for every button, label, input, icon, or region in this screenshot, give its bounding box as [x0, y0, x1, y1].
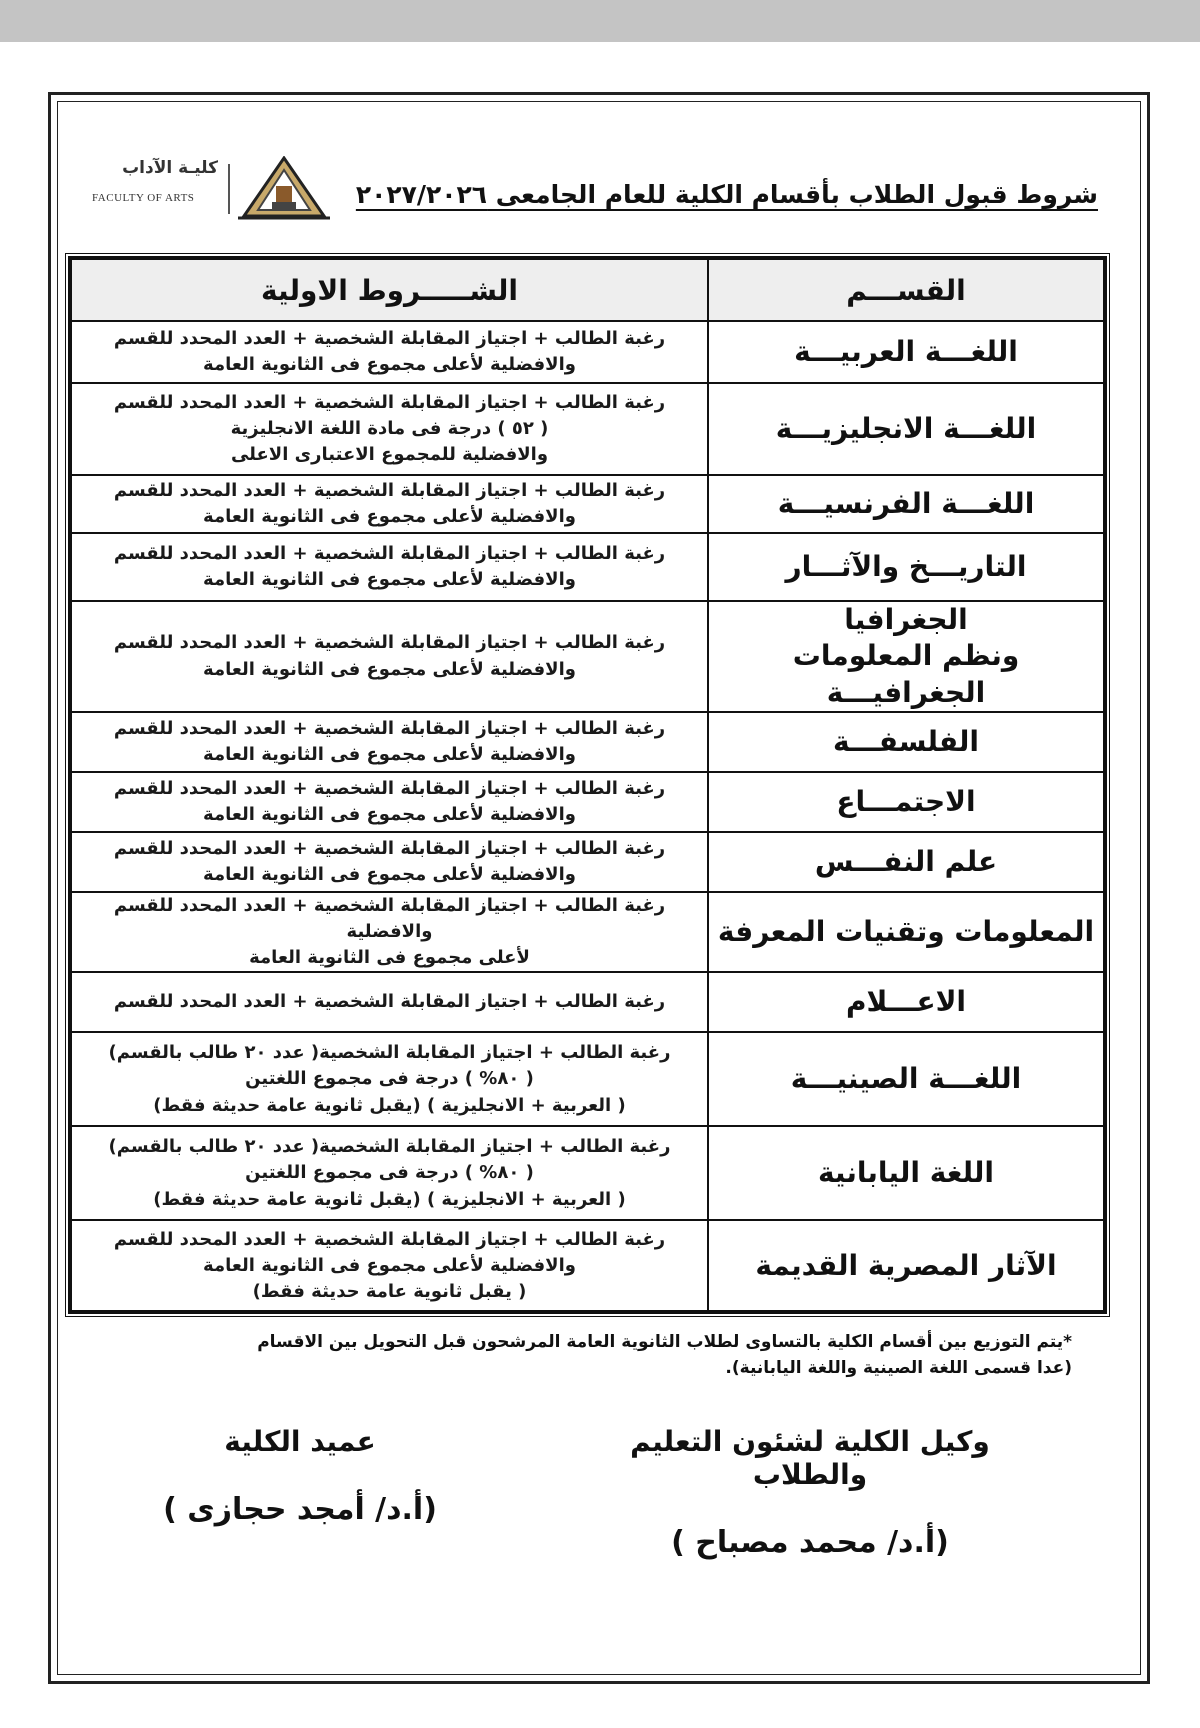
condition-line: ( العربية + الانجليزية ) (يقبل ثانوية عامة حديثة فقط)	[153, 1188, 626, 1210]
condition-line: رغبة الطالب + اجتياز المقابلة الشخصية + العدد المحدد للقسم	[113, 542, 666, 564]
department-name: الاجتمـــاع	[836, 784, 976, 818]
condition-line: رغبة الطالب + اجتياز المقابلة الشخصية + العدد المحدد للقسم	[113, 991, 666, 1013]
dean-role: عميد الكلية	[224, 1425, 376, 1458]
conditions-cell	[70, 972, 708, 1032]
conditions-cell	[70, 892, 708, 972]
department-cell	[708, 533, 1105, 601]
table-row	[70, 383, 1105, 475]
conditions-cell	[70, 832, 708, 892]
header-department: القســـم	[708, 258, 1105, 321]
vice-dean-name: (أ.د/ محمد مصباح )	[671, 1525, 949, 1560]
vice-dean-role: وكيل الكلية لشئون التعليم والطلاب	[630, 1425, 990, 1491]
condition-line: رغبة الطالب + اجتياز المقابلة الشخصية + العدد المحدد للقسم	[113, 778, 666, 800]
distribution-note	[172, 1330, 1072, 1381]
conditions-cell	[70, 1032, 708, 1126]
department-name: اللغة اليابانية	[817, 1156, 995, 1190]
condition-line: لأعلى مجموع فى الثانوية العامة	[249, 947, 530, 969]
condition-line: ( ٨٠% ) درجة فى مجموع اللغتين	[245, 1068, 534, 1090]
conditions-cell	[70, 601, 708, 712]
department-cell	[708, 1032, 1105, 1126]
condition-line: رغبة الطالب + اجتياز المقابلة الشخصية + العدد المحدد للقسم	[113, 479, 666, 501]
table-row	[70, 1032, 1105, 1126]
table-row	[70, 972, 1105, 1032]
note-line: (عدا قسمى اللغة الصينية واللغة اليابانية).	[725, 1357, 1072, 1378]
department-name: علم النفـــس	[814, 844, 998, 878]
department-cell	[708, 1126, 1105, 1220]
department-name: ونظم المعلومات الجغرافيـــة	[792, 639, 1020, 709]
table-row	[70, 321, 1105, 383]
table-row	[70, 601, 1105, 712]
table-header-row	[70, 258, 1105, 321]
department-name: اللغـــة الانجليزيـــة	[775, 411, 1037, 445]
note-line: *يتم التوزيع بين أقسام الكلية بالتساوى لطلاب الثانوية العامة المرشحون قبل التحويل بين الاقسام	[257, 1332, 1072, 1352]
conditions-cell	[70, 533, 708, 601]
condition-line: رغبة الطالب + اجتياز المقابلة الشخصية( عدد ٢٠ طالب بالقسم)	[108, 1042, 671, 1064]
condition-line: والافضلية لأعلى مجموع فى الثانوية العامة	[203, 1254, 576, 1276]
condition-line: والافضلية لأعلى مجموع فى الثانوية العامة	[203, 804, 576, 826]
condition-line: ( يقبل ثانوية عامة حديثة فقط)	[252, 1281, 527, 1302]
condition-line: رغبة الطالب + اجتياز المقابلة الشخصية + العدد المحدد للقسم والافضلية	[113, 895, 666, 943]
department-cell	[708, 832, 1105, 892]
department-name: التاريـــخ والآثـــار	[785, 549, 1027, 583]
department-cell	[708, 972, 1105, 1032]
condition-line: رغبة الطالب + اجتياز المقابلة الشخصية( عدد ٢٠ طالب بالقسم)	[108, 1136, 671, 1158]
department-name: الفلسفـــة	[832, 724, 980, 758]
department-cell	[708, 772, 1105, 832]
conditions-cell	[70, 475, 708, 533]
condition-line: ( ٨٠% ) درجة فى مجموع اللغتين	[245, 1162, 534, 1184]
admission-conditions-table	[68, 256, 1107, 1314]
condition-line: رغبة الطالب + اجتياز المقابلة الشخصية + العدد المحدد للقسم	[113, 327, 666, 349]
condition-line: ( العربية + الانجليزية ) (يقبل ثانوية عامة حديثة فقط)	[153, 1094, 626, 1116]
top-bar	[0, 0, 1200, 42]
faculty-emblem-icon	[236, 156, 333, 222]
condition-line: رغبة الطالب + اجتياز المقابلة الشخصية + العدد المحدد للقسم	[113, 838, 666, 860]
department-cell	[708, 892, 1105, 972]
department-cell	[708, 321, 1105, 383]
condition-line: والافضلية لأعلى مجموع فى الثانوية العامة	[203, 744, 576, 766]
condition-line: والافضلية لأعلى مجموع فى الثانوية العامة	[203, 354, 576, 375]
table-row	[70, 832, 1105, 892]
table-row	[70, 892, 1105, 972]
department-name: اللغـــة الصينيـــة	[790, 1062, 1022, 1096]
condition-line: رغبة الطالب + اجتياز المقابلة الشخصية + العدد المحدد للقسم	[113, 718, 666, 740]
logo-english-text: FACULTY OF ARTS	[92, 192, 195, 204]
dean-name: (أ.د/ أمجد حجازى )	[163, 1492, 437, 1527]
logo-arabic-text: كليـة الآداب	[122, 158, 218, 178]
condition-line: رغبة الطالب + اجتياز المقابلة الشخصية + العدد المحدد للقسم	[113, 391, 666, 413]
condition-line: ( ٥٢ ) درجة فى مادة اللغة الانجليزية	[230, 417, 549, 439]
department-cell	[708, 1220, 1105, 1312]
document-header	[88, 150, 1098, 225]
conditions-cell	[70, 772, 708, 832]
department-name: الجغرافيا	[844, 603, 968, 636]
condition-line: رغبة الطالب + اجتياز المقابلة الشخصية + العدد المحدد للقسم	[113, 632, 666, 654]
dean-signature	[150, 1425, 450, 1527]
table-row	[70, 712, 1105, 772]
vice-dean-signature	[570, 1425, 1050, 1560]
conditions-cell	[70, 712, 708, 772]
condition-line: والافضلية لأعلى مجموع فى الثانوية العامة	[203, 569, 576, 590]
condition-line: والافضلية لأعلى مجموع فى الثانوية العامة	[203, 506, 576, 527]
condition-line: والافضلية للمجموع الاعتبارى الاعلى	[230, 444, 549, 466]
department-name: اللغـــة الفرنسيـــة	[777, 486, 1035, 520]
table-row	[70, 772, 1105, 832]
conditions-cell	[70, 383, 708, 475]
faculty-logo	[88, 156, 333, 222]
department-cell	[708, 601, 1105, 712]
header-conditions: الشـــــروط الاولية	[70, 258, 708, 321]
table-row	[70, 1126, 1105, 1220]
table-row	[70, 533, 1105, 601]
department-name: المعلومات وتقنيات المعرفة	[717, 915, 1095, 949]
logo-divider	[228, 164, 230, 214]
department-cell	[708, 475, 1105, 533]
department-name: اللغـــة العربيـــة	[794, 334, 1018, 368]
document-title: شروط قبول الطلاب بأقسام الكلية للعام الجامعى ٢٠٢٧/٢٠٢٦	[355, 180, 1098, 209]
department-cell	[708, 712, 1105, 772]
department-cell	[708, 383, 1105, 475]
table-row	[70, 1220, 1105, 1312]
condition-line: رغبة الطالب + اجتياز المقابلة الشخصية + العدد المحدد للقسم	[113, 1228, 666, 1250]
conditions-cell	[70, 1220, 708, 1312]
table-row	[70, 475, 1105, 533]
conditions-cell	[70, 321, 708, 383]
conditions-cell	[70, 1126, 708, 1220]
condition-line: والافضلية لأعلى مجموع فى الثانوية العامة	[203, 864, 576, 886]
condition-line: والافضلية لأعلى مجموع فى الثانوية العامة	[203, 658, 576, 680]
department-name: الاعـــلام	[845, 985, 967, 1019]
department-name: الآثار المصرية القديمة	[755, 1248, 1057, 1282]
